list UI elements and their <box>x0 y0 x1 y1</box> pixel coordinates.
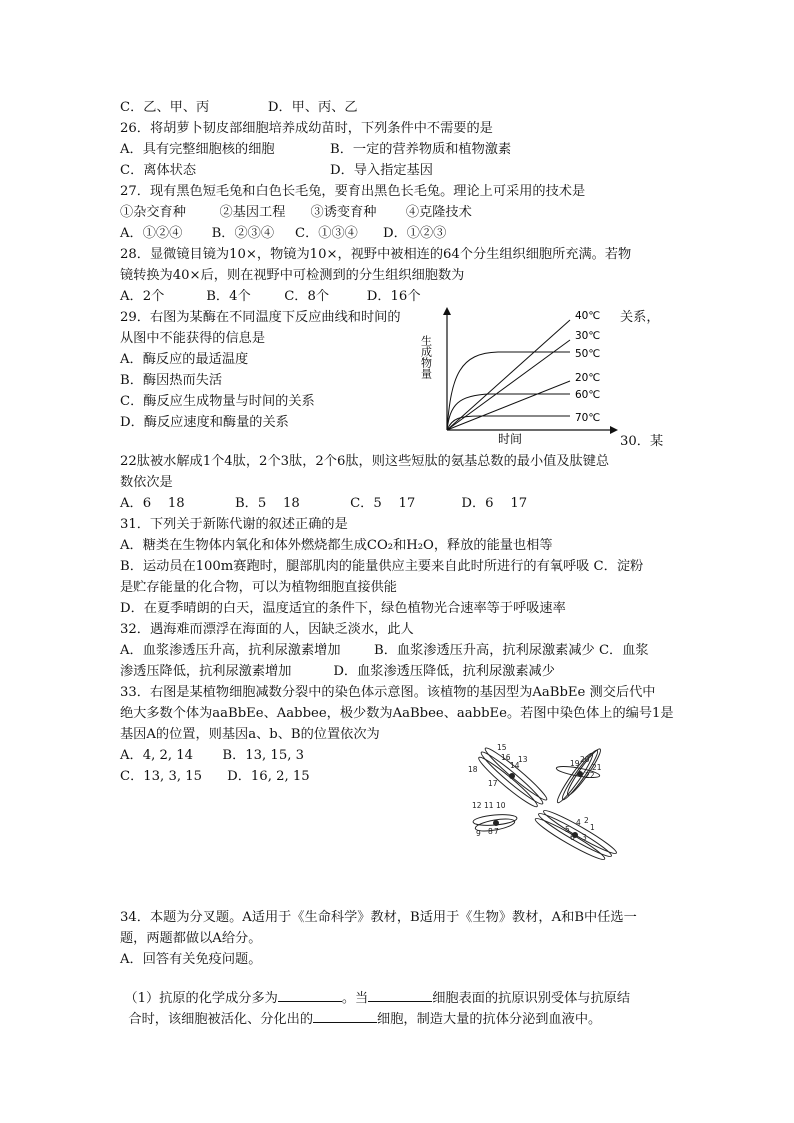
question-34-line1: 34．本题为分叉题。A适用于《生命科学》教材，B适用于《生物》教材，A和B中任选一 <box>120 910 637 925</box>
question-29-line2: 从图中不能获得的信息是 <box>120 331 266 346</box>
gene-number: 12 <box>472 801 482 810</box>
gene-number: 1 <box>590 823 595 832</box>
q29-option-a: A．酶反应的最适温度 <box>120 352 249 367</box>
question-26: 26．将胡萝卜韧皮部细胞培养成幼苗时，下列条件中不需要的是 <box>120 121 493 136</box>
q31-option-d: D．在夏季晴朗的白天，温度适宜的条件下，绿色植物光合速率等于呼吸速率 <box>120 601 566 616</box>
question-31: 31．下列关于新陈代谢的叙述正确的是 <box>120 517 348 532</box>
q29-option-d: D．酶反应速度和酶量的关系 <box>120 415 289 430</box>
q29-option-b: B．酶因热而失活 <box>120 373 223 388</box>
centromere <box>577 771 583 777</box>
gene-number: 20 <box>580 755 590 764</box>
gene-number: 14 <box>510 761 520 770</box>
gene-number: 9 <box>476 829 481 838</box>
q31-option-a: A．糖类在生物体内氧化和体外燃烧都生成CO₂和H₂O，释放的能量也相等 <box>120 538 553 553</box>
q34-text-1c: 细胞表面的抗原识别受体与抗原结 <box>432 991 631 1006</box>
question-30-line1: 22肽被水解成1个4肽，2个3肽，2个6肽，则这些短肽的氨基总数的最小值及肽键总 <box>120 454 610 469</box>
gene-number: 6 <box>570 833 575 842</box>
gene-number: 17 <box>488 779 498 788</box>
gene-number: 5 <box>565 825 570 834</box>
question-27: 27．现有黑色短毛兔和白色长毛兔，要育出黑色长毛兔。理论上可采用的技术是 <box>120 184 586 199</box>
gene-number: 19 <box>570 759 580 768</box>
chart-ylabel: 生成物量 <box>420 335 433 379</box>
question-28-line1: 28．显微镜目镜为10×，物镜为10×，视野中被相连的64个分生组织细胞所充满。若物 <box>120 247 632 262</box>
chromosome-figure <box>460 740 630 865</box>
curve-50c <box>447 352 570 430</box>
question-33-line2: 绝大多数个体为aaBbEe、Aabbee，极少数为AaBbee、aabbEe。若图中染色体上的编号1是 <box>120 706 674 721</box>
gene-number: 7 <box>494 827 499 836</box>
question-34-section-a: A．回答有关免疫问题。 <box>120 952 262 967</box>
question-29-line1: 29．右图为某酶在不同温度下反应曲线和时间的 <box>120 310 401 325</box>
q33-options-line1: A．4, 2, 14 B．13, 15, 3 <box>120 748 304 763</box>
question-29-line1-end: 关系， <box>620 310 660 325</box>
chart-y-arrow <box>443 307 451 315</box>
centromere <box>493 820 499 826</box>
curve-label-30c: 30℃ <box>575 330 601 342</box>
chart-xlabel: 时间 <box>498 432 523 446</box>
q26-option-d: D．导入指定基因 <box>330 163 433 178</box>
q29-option-c: C．酶反应生成物量与时间的关系 <box>120 394 315 409</box>
q30-options: A．6 18 B．5 18 C．5 17 D．6 17 <box>120 496 528 511</box>
question-28-line2: 镜转换为40×后，则在视野中可检测到的分生组织细胞数为 <box>120 268 465 283</box>
curve-label-40c: 40℃ <box>575 310 601 322</box>
curve-60c <box>447 394 570 430</box>
q33-options-line2: C．13, 3, 15 D．16, 2, 15 <box>120 769 310 784</box>
question-34-line2: 题，两题都做以A给分。 <box>120 931 262 946</box>
q26-option-b: B．一定的营养物质和植物激素 <box>330 142 512 157</box>
line-q25-options: C．乙、甲、丙 D．甲、丙、乙 <box>120 100 358 115</box>
q31-option-c: 是贮存能量的化合物，可以为植物细胞直接供能 <box>120 580 397 595</box>
gene-number: 4 <box>576 818 581 827</box>
gene-number: 16 <box>501 753 511 762</box>
answer-blank-differentiated-cell[interactable] <box>313 1010 377 1023</box>
q32-options-line2: 渗透压降低，抗利尿激素增加 D．血浆渗透压降低，抗利尿激素减少 <box>120 664 555 679</box>
question-32: 32．遇海难而漂浮在海面的人，因缺乏淡水，此人 <box>120 622 414 637</box>
curve-label-70c: 70℃ <box>575 412 601 424</box>
curve-40c <box>447 320 570 430</box>
gene-number: 3 <box>582 833 587 842</box>
q31-option-b: B．运动员在100m赛跑时，腿部肌肉的能量供应主要来自此时所进行的有氧呼吸 C．淀粉 <box>120 559 644 574</box>
curve-label-60c: 60℃ <box>575 389 601 401</box>
q26-option-a: A．具有完整细胞核的细胞 <box>120 142 275 157</box>
curve-label-20c: 20℃ <box>575 372 601 384</box>
gene-number: 8 <box>488 827 493 836</box>
centromere <box>509 773 515 779</box>
question-30-line2: 数依次是 <box>120 475 173 490</box>
q27-options: A．①②④ B．②③④ C．①③④ D．①②③ <box>120 226 447 241</box>
question-30-start: 30．某 <box>620 434 664 449</box>
curve-label-50c: 50℃ <box>575 348 601 360</box>
gene-number: 15 <box>497 743 507 752</box>
q34-text-2b: 细胞，制造大量的抗体分泌到血液中。 <box>377 1012 602 1027</box>
gene-number: 18 <box>468 765 478 774</box>
gene-number: 10 <box>496 801 506 810</box>
gene-number: 13 <box>518 755 528 764</box>
enzyme-reaction-chart <box>420 305 620 450</box>
question-34-blank-line2 <box>120 993 601 1028</box>
q26-option-c: C．离体状态 <box>120 163 197 178</box>
q32-options-line1: A．血浆渗透压升高，抗利尿激素增加 B．血浆渗透压升高，抗利尿激素减少 C．血浆 <box>120 643 649 658</box>
gene-number: 2 <box>584 816 589 825</box>
question-33-line3: 基因A的位置，则基因a、b、B的位置依次为 <box>120 727 380 742</box>
gene-number: 21 <box>592 763 602 772</box>
q34-text-1a: （1）抗原的化学成分多为 <box>124 991 278 1006</box>
chart-x-arrow <box>610 426 618 434</box>
q34-text-1b: 。当 <box>341 991 369 1006</box>
q28-options: A．2个 B．4个 C．8个 D．16个 <box>120 289 421 304</box>
q27-technique-list: ①杂交育种 ②基因工程 ③诱变育种 ④克隆技术 <box>120 205 472 220</box>
question-33-line1: 33．右图是某植物细胞减数分裂中的染色体示意图。该植物的基因型为AaBbEe 测交后代中 <box>120 685 656 700</box>
q34-text-2a: 合时，该细胞被活化、分化出的 <box>128 1012 314 1027</box>
gene-number: 22 <box>585 771 595 780</box>
curve-20c <box>447 381 570 430</box>
gene-number: 11 <box>484 801 494 810</box>
